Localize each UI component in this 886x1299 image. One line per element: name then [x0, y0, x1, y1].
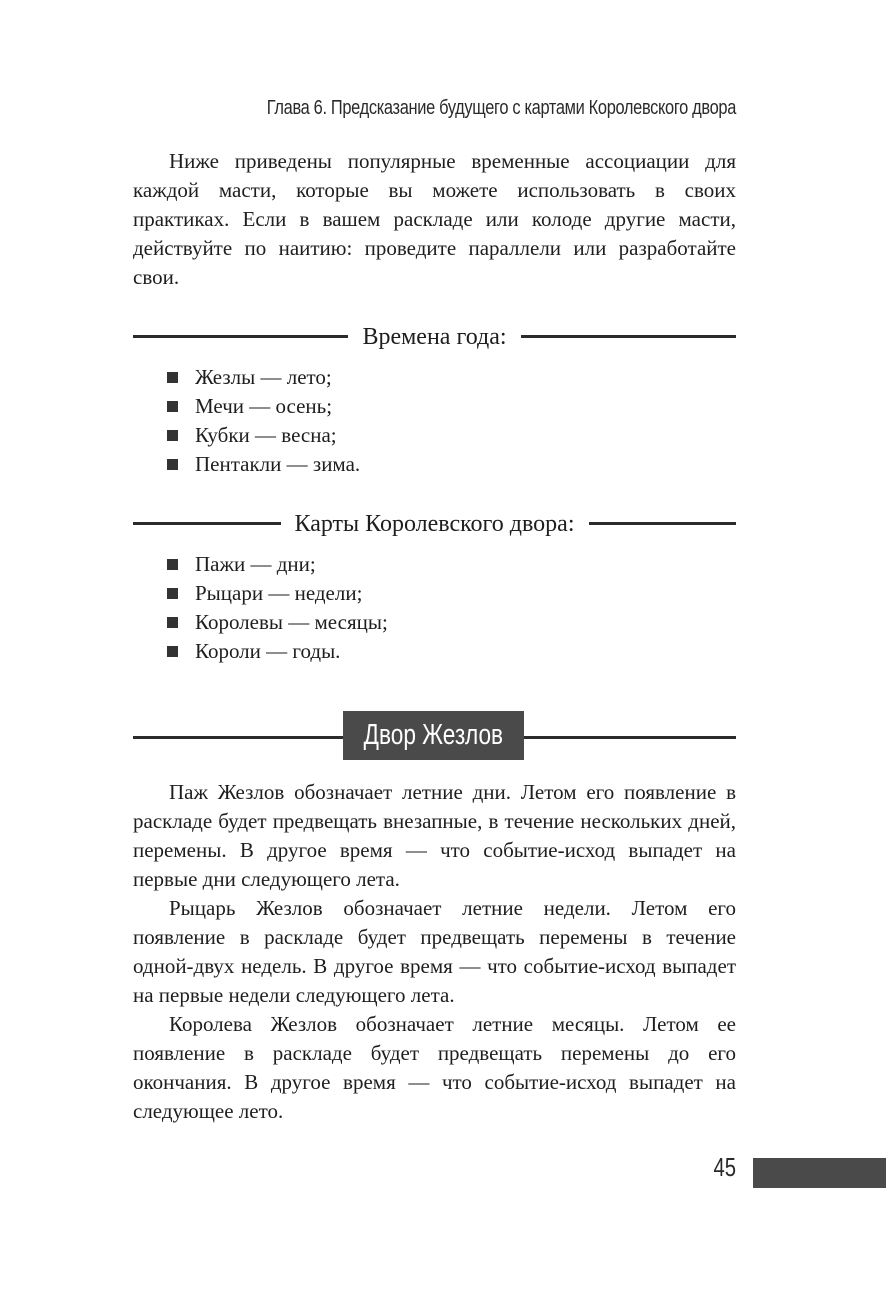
- bullet-square-icon: [167, 459, 178, 470]
- list-item: Мечи — осень;: [167, 392, 360, 421]
- list-item: Королевы — месяцы;: [167, 608, 388, 637]
- list-item: Пажи — дни;: [167, 550, 388, 579]
- list-item: Короли — годы.: [167, 637, 388, 666]
- list-item: Пентакли — зима.: [167, 450, 360, 479]
- seasons-list: [167, 363, 360, 479]
- paragraph-knight-of-wands: Рыцарь Жезлов обозначает летние недели. Летом его появление в раскладе будет предвещать перемены в течение одной-двух недель. В другое время — что событие-исход выпадет на первые недели следующего лета.: [133, 896, 736, 1007]
- bullet-square-icon: [167, 588, 178, 599]
- bullet-square-icon: [167, 617, 178, 628]
- running-header: Глава 6. Предсказание будущего с картами Королевского двора: [266, 97, 736, 119]
- court-cards-heading-text: Карты Королевского двора:: [281, 511, 589, 537]
- intro-paragraph: Ниже приведены популярные временные ассоциации для каждой масти, которые вы можете использовать в своих практиках. Если в вашем раскладе или колоде другие масти, действуйте по наитию: проведите параллели или разработайте свои.: [133, 149, 736, 289]
- court-cards-list: [167, 550, 388, 666]
- seasons-heading: [133, 322, 736, 352]
- list-item: Жезлы — лето;: [167, 363, 360, 392]
- court-cards-heading: [133, 509, 736, 539]
- paragraph-queen-of-wands: Королева Жезлов обозначает летние месяцы. Летом ее появление в раскладе будет предвещать перемены до его окончания. В другое время — что событие-исход выпадет на следующее лето.: [133, 1012, 736, 1123]
- list-item: Рыцари — недели;: [167, 579, 388, 608]
- bullet-square-icon: [167, 646, 178, 657]
- section-title: [343, 711, 524, 760]
- paragraph-page-of-wands: Паж Жезлов обозначает летние дни. Летом его появление в раскладе будет предвещать внезапные, в течение нескольких дней, перемены. В другое время — что событие-исход выпадет на первые дни следующего лета.: [133, 780, 736, 891]
- bullet-square-icon: [167, 401, 178, 412]
- seasons-heading-text: Времена года:: [348, 324, 520, 350]
- bullet-square-icon: [167, 372, 178, 383]
- footer-bar: [753, 1158, 886, 1188]
- section-title-text: Двор Жезлов: [363, 719, 504, 751]
- list-item: Кубки — весна;: [167, 421, 360, 450]
- bullet-square-icon: [167, 430, 178, 441]
- page-number: 45: [713, 1152, 736, 1182]
- bullet-square-icon: [167, 559, 178, 570]
